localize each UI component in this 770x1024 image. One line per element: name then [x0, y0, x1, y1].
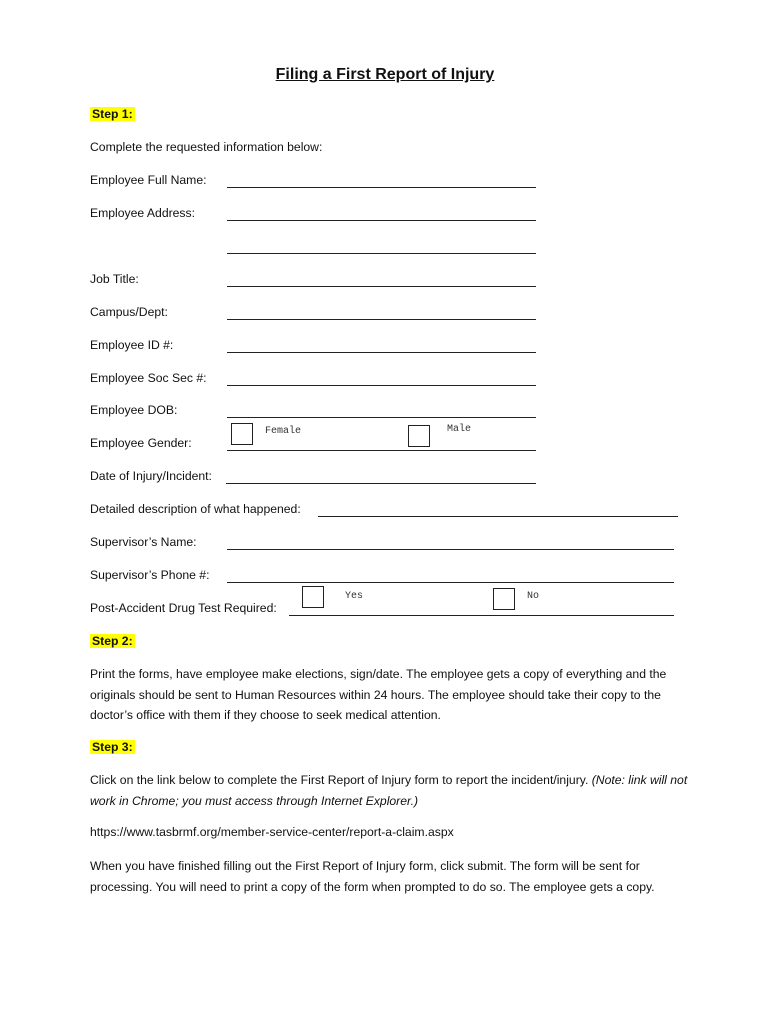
- employee-address-field-line-2[interactable]: [227, 252, 536, 254]
- employee-soc-sec-field[interactable]: [227, 384, 536, 386]
- drug-test-line: [289, 614, 674, 616]
- supervisor-phone-field[interactable]: [227, 581, 674, 583]
- employee-address-label: Employee Address:: [90, 206, 196, 220]
- step-3-instructions: [90, 770, 690, 811]
- drug-test-yes-checkbox[interactable]: [302, 586, 324, 608]
- drug-test-yes-label: Yes: [345, 591, 364, 602]
- female-checkbox[interactable]: [231, 423, 253, 445]
- step-1-intro: Complete the requested information below:: [90, 140, 323, 154]
- employee-id-field[interactable]: [227, 351, 536, 353]
- employee-dob-field[interactable]: [227, 416, 536, 418]
- step-2-label: Step 2:: [92, 634, 133, 648]
- description-field[interactable]: [318, 515, 678, 517]
- supervisor-name-label: Supervisor’s Name:: [90, 535, 197, 549]
- employee-dob-label: Employee DOB:: [90, 403, 178, 417]
- employee-address-field-line-1[interactable]: [227, 219, 536, 221]
- drug-test-no-checkbox[interactable]: [493, 588, 515, 610]
- employee-soc-sec-label: Employee Soc Sec #:: [90, 371, 207, 385]
- employee-full-name-field[interactable]: [227, 186, 536, 188]
- date-of-injury-field[interactable]: [226, 482, 536, 484]
- female-option-label: Female: [265, 426, 302, 437]
- date-of-injury-label: Date of Injury/Incident:: [90, 469, 212, 483]
- browser-note: (Note: link will not work in Chrome; you must access through Internet Explorer.): [90, 773, 688, 808]
- supervisor-name-field[interactable]: [227, 548, 674, 550]
- drug-test-label: Post-Accident Drug Test Required:: [90, 601, 277, 615]
- report-claim-link[interactable]: https://www.tasbrmf.org/member-service-center/report-a-claim.aspx: [90, 825, 454, 839]
- description-label: Detailed description of what happened:: [90, 502, 301, 516]
- step-3-text: Click on the link below to complete the First Report of Injury form to report the incident/injury.: [90, 773, 592, 787]
- employee-gender-label: Employee Gender:: [90, 436, 192, 450]
- step-2-instructions: Print the forms, have employee make elections, sign/date. The employee gets a copy of everything and the originals should be sent to Human Resources within 24 hours. The employee should take their copy to the doctor’s office with them if they choose to seek medical attention.: [90, 667, 667, 722]
- step-3-label: Step 3:: [92, 740, 133, 754]
- employee-full-name-label: Employee Full Name:: [90, 173, 207, 187]
- male-checkbox[interactable]: [408, 425, 430, 447]
- document-title: Filing a First Report of Injury: [275, 66, 495, 83]
- male-option-label: Male: [447, 424, 472, 435]
- campus-dept-label: Campus/Dept:: [90, 305, 168, 319]
- employee-id-label: Employee ID #:: [90, 338, 174, 352]
- supervisor-phone-label: Supervisor’s Phone #:: [90, 568, 210, 582]
- step-1-label: Step 1:: [92, 107, 133, 121]
- campus-dept-field[interactable]: [227, 318, 536, 320]
- job-title-field[interactable]: [227, 285, 536, 287]
- employee-gender-line: [227, 449, 536, 451]
- drug-test-no-label: No: [527, 591, 540, 602]
- job-title-label: Job Title:: [90, 272, 139, 286]
- step-3-closing: When you have finished filling out the First Report of Injury form, click submit. The form will be sent for processing. You will need to print a copy of the form when prompted to do so. The employee gets a copy.: [90, 859, 655, 894]
